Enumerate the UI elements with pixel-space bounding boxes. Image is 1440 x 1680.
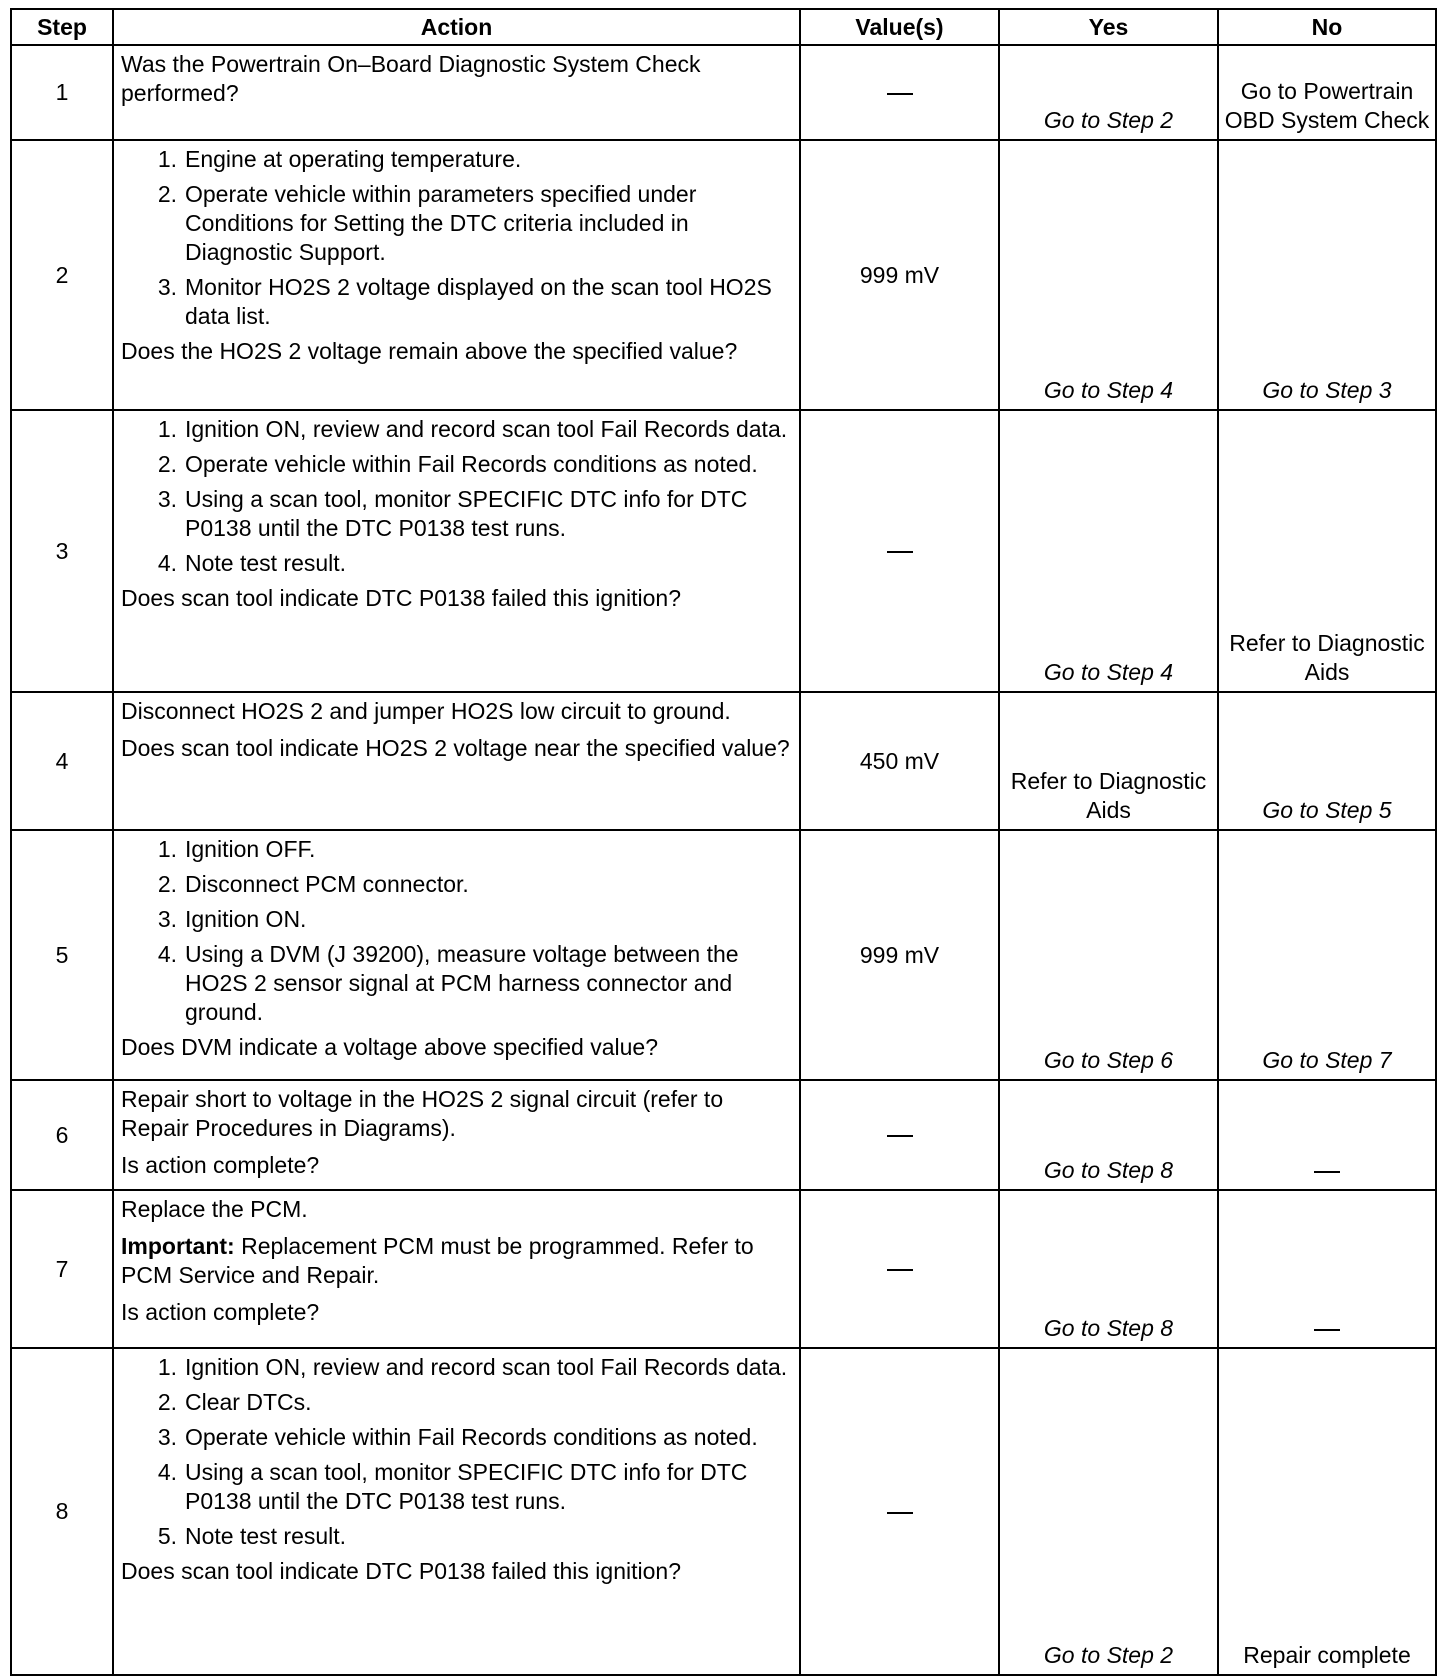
table-row <box>11 410 1436 692</box>
no-cell <box>1218 1348 1436 1675</box>
no-cell <box>1218 1080 1436 1190</box>
yes-link[interactable]: Go to Step 8 <box>1043 1315 1174 1341</box>
yes-cell <box>999 140 1218 410</box>
yes-cell <box>999 45 1218 140</box>
step-number: 4 <box>11 692 113 830</box>
list-item: 5. Note test result. <box>157 1523 347 1549</box>
no-dash <box>1314 1171 1340 1173</box>
list-item: 4. Using a DVM (J 39200), measure voltage between the HO2S 2 sensor signal at PCM harness connector and ground. <box>157 941 739 1025</box>
yes-link[interactable]: Refer to Diagnostic Aids <box>1010 768 1207 823</box>
step-number: 5 <box>11 830 113 1080</box>
step-number: 3 <box>11 410 113 692</box>
list-item: 1. Ignition ON, review and record scan tool Fail Records data. <box>157 1354 788 1380</box>
value-dash <box>887 93 913 95</box>
yes-link[interactable]: Go to Step 2 <box>1043 1642 1174 1668</box>
no-cell <box>1218 1190 1436 1348</box>
no-cell <box>1218 45 1436 140</box>
list-item: 4. Note test result. <box>157 550 347 576</box>
header-step: Step <box>11 9 113 45</box>
no-dash <box>1314 1329 1340 1331</box>
yes-link[interactable]: Go to Step 8 <box>1043 1157 1174 1183</box>
header-yes: Yes <box>999 9 1218 45</box>
action-cell <box>113 1080 800 1190</box>
action-cell <box>113 140 800 410</box>
no-link[interactable]: Go to Step 7 <box>1262 1047 1392 1073</box>
value-cell: 999 mV <box>800 830 999 1080</box>
list-item: 1. Engine at operating temperature. <box>157 146 522 172</box>
action-cell <box>113 830 800 1080</box>
action-question: Does scan tool indicate DTC P0138 failed this ignition? <box>121 1558 681 1584</box>
list-item: 2. Clear DTCs. <box>157 1389 312 1415</box>
action-text: Repair short to voltage in the HO2S 2 signal circuit (refer to Repair Procedures in Diagrams). <box>121 1086 724 1141</box>
list-item: 2. Disconnect PCM connector. <box>157 871 469 897</box>
value-cell <box>800 45 999 140</box>
yes-link[interactable]: Go to Step 4 <box>1043 659 1174 685</box>
value-cell <box>800 1348 999 1675</box>
no-link[interactable]: Refer to Diagnostic Aids <box>1229 630 1425 685</box>
table-row <box>11 1348 1436 1675</box>
table-row <box>11 45 1436 140</box>
value-dash <box>887 1512 913 1514</box>
table-row <box>11 830 1436 1080</box>
list-item: 3. Using a scan tool, monitor SPECIFIC DTC info for DTC P0138 until the DTC P0138 test runs. <box>157 486 748 541</box>
no-link[interactable]: Repair complete <box>1243 1642 1411 1668</box>
table-row <box>11 1080 1436 1190</box>
list-item: 3. Operate vehicle within Fail Records conditions as noted. <box>157 1424 758 1450</box>
action-cell <box>113 1190 800 1348</box>
step-number: 6 <box>11 1080 113 1190</box>
value-dash <box>887 551 913 553</box>
value-dash <box>887 1135 913 1137</box>
list-item: 2. Operate vehicle within Fail Records conditions as noted. <box>157 451 758 477</box>
list-item: 1. Ignition ON, review and record scan tool Fail Records data. <box>157 416 788 442</box>
action-question: Does the HO2S 2 voltage remain above the specified value? <box>121 338 738 364</box>
action-cell <box>113 692 800 830</box>
important-note <box>121 1232 795 1290</box>
action-question: Does scan tool indicate DTC P0138 failed this ignition? <box>121 585 681 611</box>
value-cell <box>800 1080 999 1190</box>
diagnostic-table <box>10 8 1437 1676</box>
action-cell <box>113 45 800 140</box>
value-dash <box>887 1269 913 1271</box>
yes-cell <box>999 1080 1218 1190</box>
value-cell: 450 mV <box>800 692 999 830</box>
step-number: 7 <box>11 1190 113 1348</box>
action-question: Is action complete? <box>121 1152 320 1178</box>
yes-cell <box>999 1348 1218 1675</box>
list-item: 1. Ignition OFF. <box>157 836 316 862</box>
list-item: 4. Using a scan tool, monitor SPECIFIC DTC info for DTC P0138 until the DTC P0138 test runs. <box>157 1459 748 1514</box>
no-cell <box>1218 830 1436 1080</box>
step-number: 8 <box>11 1348 113 1675</box>
yes-link[interactable]: Go to Step 2 <box>1043 107 1174 133</box>
no-link[interactable]: Go to Powertrain OBD System Check <box>1224 78 1430 133</box>
no-link[interactable]: Go to Step 5 <box>1262 797 1392 823</box>
step-number: 2 <box>11 140 113 410</box>
table-header-row <box>11 9 1436 45</box>
important-text: Replacement PCM must be programmed. Refer to PCM Service and Repair. <box>121 1233 754 1288</box>
no-cell <box>1218 410 1436 692</box>
step-number: 1 <box>11 45 113 140</box>
action-text: Disconnect HO2S 2 and jumper HO2S low circuit to ground. <box>121 698 731 724</box>
table-row <box>11 1190 1436 1348</box>
list-item: 3. Monitor HO2S 2 voltage displayed on the scan tool HO2S data list. <box>157 274 772 329</box>
header-action: Action <box>113 9 800 45</box>
yes-cell <box>999 830 1218 1080</box>
yes-cell <box>999 410 1218 692</box>
value-cell <box>800 410 999 692</box>
action-text: Replace the PCM. <box>121 1196 308 1222</box>
action-text: Was the Powertrain On–Board Diagnostic System Check performed? <box>121 51 701 106</box>
list-item: 3. Ignition ON. <box>157 906 307 932</box>
action-cell <box>113 410 800 692</box>
list-item: 2. Operate vehicle within parameters specified under Conditions for Setting the DTC criteria included in Diagnostic Support. <box>157 181 697 265</box>
value-cell: 999 mV <box>800 140 999 410</box>
action-question: Does DVM indicate a voltage above specified value? <box>121 1034 658 1060</box>
yes-cell <box>999 692 1218 830</box>
no-cell <box>1218 140 1436 410</box>
table-row <box>11 692 1436 830</box>
header-no: No <box>1218 9 1436 45</box>
no-cell <box>1218 692 1436 830</box>
action-cell <box>113 1348 800 1675</box>
important-label: Important: <box>121 1233 235 1259</box>
no-link[interactable]: Go to Step 3 <box>1262 377 1392 403</box>
action-question: Is action complete? <box>121 1299 320 1325</box>
action-question: Does scan tool indicate HO2S 2 voltage near the specified value? <box>121 735 790 761</box>
yes-cell <box>999 1190 1218 1348</box>
yes-link[interactable]: Go to Step 4 <box>1043 377 1174 403</box>
table-row <box>11 140 1436 410</box>
value-cell <box>800 1190 999 1348</box>
yes-link[interactable]: Go to Step 6 <box>1043 1047 1174 1073</box>
header-values: Value(s) <box>800 9 999 45</box>
